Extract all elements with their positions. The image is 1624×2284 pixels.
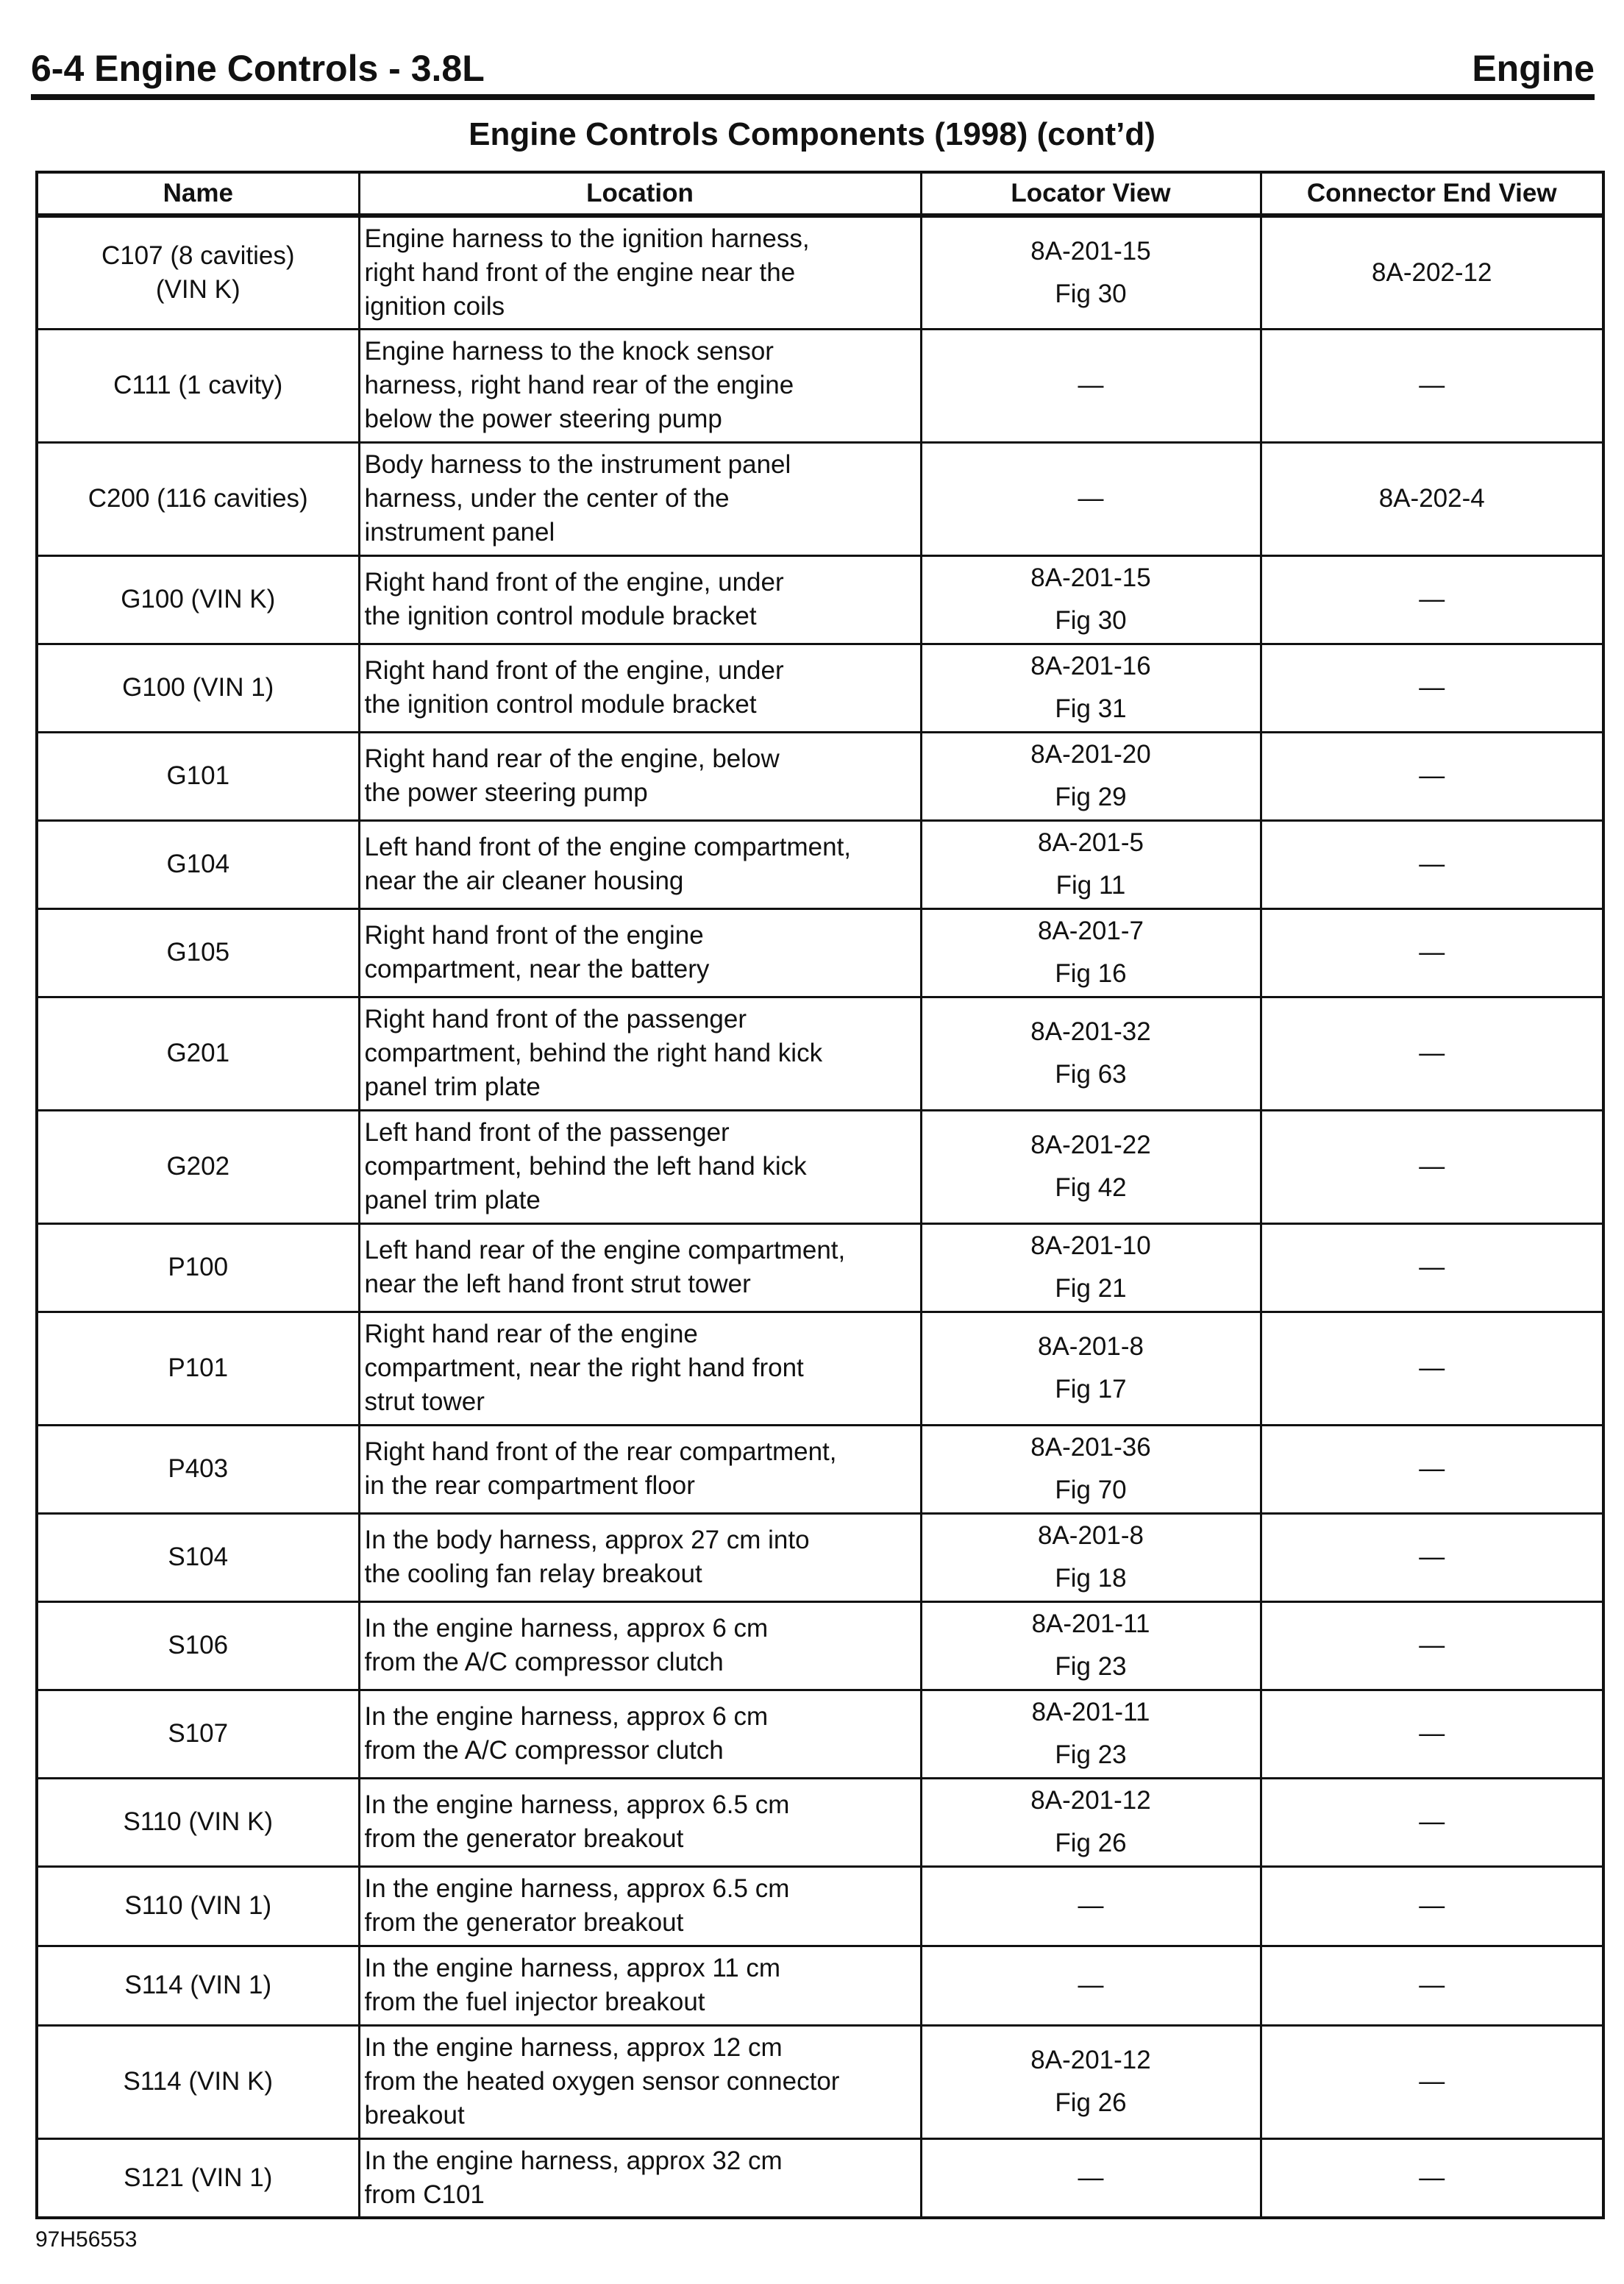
component-name [37,1866,359,1946]
component-name-line: S114 (VIN K) [123,2067,274,2096]
component-name [37,908,359,997]
component-name-line: G104 [166,850,230,878]
component-name [37,555,359,644]
locator-view-line: 8A-201-16 [1030,652,1151,680]
component-name [37,1690,359,1778]
connector-end-view: — [1261,997,1603,1110]
locator-view [921,1513,1261,1601]
location-line: compartment, near the right hand front [364,1353,804,1382]
component-name-line: P101 [168,1353,229,1382]
connector-end-view: — [1261,1778,1603,1866]
connector-end-view: — [1261,1866,1603,1946]
table-row [37,1601,1603,1690]
connector-end-view: — [1261,908,1603,997]
connector-end-view: — [1261,1312,1603,1425]
component-name [37,1223,359,1312]
location-line: harness, right hand rear of the engine [364,371,794,399]
locator-view-line: — [1078,371,1104,399]
location-line: near the left hand front strut tower [364,1270,751,1298]
component-name-line: P100 [168,1253,229,1281]
locator-view [921,644,1261,732]
location-line: strut tower [364,1387,485,1416]
connector-end-view: 8A-202-4 [1261,442,1603,555]
location-line: near the air cleaner housing [364,867,684,895]
locator-view-line: 8A-201-22 [1030,1131,1151,1159]
locator-view-line: Fig 70 [1055,1476,1127,1504]
locator-view [921,555,1261,644]
component-name-line: S106 [168,1631,229,1659]
component-name-line: P403 [168,1454,229,1483]
location-line: In the engine harness, approx 6.5 cm [364,1790,790,1819]
locator-view-line: 8A-201-20 [1030,740,1151,769]
locator-view-line: — [1078,1971,1104,1999]
component-name [37,1601,359,1690]
component-name-line: S110 (VIN 1) [124,1891,272,1920]
location-line: from C101 [364,2180,485,2209]
location-line: from the fuel injector breakout [364,1988,705,2016]
locator-view [921,2138,1261,2218]
location-line: Left hand front of the passenger [364,1118,730,1147]
header-rule [31,94,1595,100]
location-line: compartment, behind the left hand kick [364,1152,807,1181]
component-location [359,442,921,555]
component-name [37,997,359,1110]
locator-view-line: 8A-201-15 [1030,236,1151,266]
locator-view-line: 8A-201-12 [1030,1786,1151,1815]
component-location [359,1601,921,1690]
location-line: the ignition control module bracket [364,602,757,630]
component-name-line: S107 [168,1719,229,1748]
location-line: Right hand front of the passenger [364,1005,747,1034]
location-line: Left hand rear of the engine compartment, [364,1236,846,1264]
locator-view-line: 8A-201-5 [1038,828,1144,857]
page-header [31,43,1595,96]
component-location [359,1110,921,1223]
component-name-line: G105 [166,938,230,967]
table-header-row [37,172,1603,216]
component-name-line: G202 [166,1152,230,1181]
locator-view-line: 8A-201-12 [1030,2046,1151,2074]
location-line: In the engine harness, approx 6 cm [364,1614,769,1643]
component-location [359,2138,921,2218]
locator-view-line: Fig 16 [1055,959,1127,988]
components-table [35,171,1605,2219]
component-name [37,2138,359,2218]
location-line: In the engine harness, approx 6 cm [364,1702,769,1731]
location-line: In the body harness, approx 27 cm into [364,1526,810,1554]
component-name-line: S110 (VIN K) [123,1807,274,1836]
locator-view [921,442,1261,555]
location-line: from the heated oxygen sensor connector [364,2067,840,2096]
component-location [359,1946,921,2025]
component-name-line: C111 (1 cavity) [113,371,283,399]
table-row [37,1866,1603,1946]
locator-view-line: Fig 18 [1055,1564,1127,1593]
component-name-line: S114 (VIN 1) [124,1971,272,1999]
table-row [37,1425,1603,1513]
connector-end-view: — [1261,555,1603,644]
location-line: from the generator breakout [364,1824,684,1853]
connector-end-view: — [1261,1110,1603,1223]
component-name-line: G100 (VIN 1) [122,673,274,702]
locator-view [921,732,1261,820]
component-name-line: C200 (116 cavities) [88,484,308,513]
component-name-line: G100 (VIN K) [121,585,276,613]
component-name-line: S104 [168,1543,229,1571]
column-header-connector-end-view: Connector End View [1261,172,1603,216]
table-row [37,997,1603,1110]
connector-end-view: — [1261,1690,1603,1778]
connector-end-view: — [1261,1223,1603,1312]
locator-view-line: Fig 29 [1055,783,1127,811]
component-location [359,997,921,1110]
locator-view [921,908,1261,997]
connector-end-view: — [1261,2138,1603,2218]
component-name-line: G201 [166,1039,230,1067]
table-row [37,2025,1603,2138]
component-name [37,1425,359,1513]
locator-view-line: Fig 30 [1055,606,1127,635]
location-line: in the rear compartment floor [364,1471,695,1500]
location-line: In the engine harness, approx 12 cm [364,2033,783,2062]
locator-view-line: 8A-201-32 [1030,1017,1151,1046]
locator-view-line: Fig 63 [1055,1060,1127,1089]
location-line: from the A/C compressor clutch [364,1648,724,1676]
component-location [359,1223,921,1312]
location-line: below the power steering pump [364,405,722,433]
locator-view [921,1690,1261,1778]
column-header-location: Location [359,172,921,216]
locator-view-line: Fig 26 [1055,1829,1127,1857]
locator-view-line: 8A-201-15 [1030,563,1151,592]
component-name [37,1946,359,2025]
locator-view [921,2025,1261,2138]
locator-view [921,1778,1261,1866]
component-location [359,2025,921,2138]
component-name [37,732,359,820]
location-line: Right hand front of the engine, under [364,568,784,597]
locator-view-line: Fig 11 [1055,871,1126,900]
connector-end-view: — [1261,732,1603,820]
location-line: Right hand front of the rear compartment, [364,1437,837,1466]
component-name [37,1778,359,1866]
table-row [37,1690,1603,1778]
component-location [359,329,921,442]
location-line: from the generator breakout [364,1908,684,1937]
connector-end-view: — [1261,1425,1603,1513]
locator-view-line: — [1078,484,1104,513]
locator-view-line: 8A-201-36 [1030,1433,1151,1462]
connector-end-view: — [1261,1601,1603,1690]
locator-view [921,1946,1261,2025]
table-row [37,1312,1603,1425]
locator-view [921,1601,1261,1690]
component-location [359,555,921,644]
location-line: Right hand front of the engine, under [364,656,784,685]
connector-end-view: — [1261,820,1603,908]
table-row [37,555,1603,644]
component-name [37,820,359,908]
location-line: In the engine harness, approx 6.5 cm [364,1874,790,1903]
component-name [37,1312,359,1425]
component-location [359,1425,921,1513]
table-row [37,1110,1603,1223]
location-line: Right hand rear of the engine, below [364,744,780,773]
locator-view-line: Fig 21 [1055,1274,1127,1303]
locator-view [921,1312,1261,1425]
location-line: from the A/C compressor clutch [364,1736,724,1765]
table-row [37,2138,1603,2218]
connector-end-view: — [1261,1946,1603,2025]
location-line: right hand front of the engine near the [364,257,796,287]
table-row [37,1513,1603,1601]
locator-view [921,216,1261,329]
locator-view-line: 8A-201-11 [1031,1609,1150,1638]
locator-view [921,1110,1261,1223]
connector-end-view: — [1261,2025,1603,2138]
connector-end-view: — [1261,329,1603,442]
connector-end-view: — [1261,644,1603,732]
column-header-name: Name [37,172,359,216]
component-location [359,644,921,732]
component-name [37,1513,359,1601]
locator-view [921,329,1261,442]
component-location [359,820,921,908]
locator-view-line: 8A-201-11 [1031,1698,1150,1726]
table-row [37,1223,1603,1312]
locator-view-line: — [1078,1891,1104,1920]
component-name [37,216,359,329]
location-line: panel trim plate [364,1186,541,1214]
location-line: compartment, behind the right hand kick [364,1039,823,1067]
table-row [37,644,1603,732]
table-row [37,732,1603,820]
table-title: Engine Controls Components (1998) (cont’d) [469,116,1155,152]
location-line: breakout [364,2101,465,2130]
location-line: the cooling fan relay breakout [364,1559,702,1588]
location-line: the ignition control module bracket [364,690,757,719]
table-row [37,329,1603,442]
component-location [359,1513,921,1601]
locator-view-line: 8A-201-10 [1030,1231,1151,1260]
component-name [37,2025,359,2138]
locator-view-line: Fig 30 [1055,279,1127,308]
table-row [37,1946,1603,2025]
table-row [37,908,1603,997]
location-line: Right hand rear of the engine [364,1320,698,1348]
locator-view [921,1866,1261,1946]
locator-view [921,820,1261,908]
component-name-line: G101 [166,761,230,790]
locator-view [921,997,1261,1110]
locator-view [921,1425,1261,1513]
component-name-line: S121 (VIN 1) [124,2163,273,2192]
locator-view-line: — [1078,2163,1104,2192]
locator-view-line: Fig 42 [1055,1173,1127,1202]
figure-code: 97H56553 [35,2227,138,2252]
locator-view-line: 8A-201-7 [1038,917,1144,945]
locator-view-line: Fig 23 [1055,1652,1127,1681]
locator-view-line: 8A-201-8 [1038,1332,1144,1361]
location-line: Body harness to the instrument panel [364,450,791,479]
table-row [37,442,1603,555]
locator-view-line: Fig 23 [1055,1740,1127,1769]
location-line: In the engine harness, approx 11 cm [364,1954,781,1982]
component-location [359,1778,921,1866]
table-row [37,820,1603,908]
chapter-label: Engine [1472,48,1595,89]
locator-view-line: Fig 17 [1055,1375,1127,1404]
component-name [37,644,359,732]
location-line: instrument panel [364,518,555,547]
component-location [359,216,921,329]
component-name-line: (VIN K) [155,274,241,304]
location-line: panel trim plate [364,1072,541,1101]
section-title: 6-4 Engine Controls - 3.8L [31,48,485,89]
component-name [37,329,359,442]
locator-view-line: 8A-201-8 [1038,1521,1144,1550]
component-name [37,442,359,555]
table-row [37,1778,1603,1866]
table-row [37,216,1603,329]
location-line: Right hand front of the engine [364,921,704,950]
location-line: harness, under the center of the [364,484,730,513]
column-header-locator-view: Locator View [921,172,1261,216]
location-line: ignition coils [364,291,505,321]
component-name [37,1110,359,1223]
connector-end-view: — [1261,1513,1603,1601]
component-location [359,1312,921,1425]
component-location [359,1690,921,1778]
connector-end-view: 8A-202-12 [1261,216,1603,329]
component-location [359,908,921,997]
locator-view-line: Fig 26 [1055,2088,1127,2117]
location-line: Engine harness to the ignition harness, [364,224,810,253]
location-line: compartment, near the battery [364,955,710,983]
locator-view-line: Fig 31 [1055,694,1127,723]
locator-view [921,1223,1261,1312]
component-location [359,732,921,820]
location-line: Left hand front of the engine compartment, [364,833,852,861]
location-line: In the engine harness, approx 32 cm [364,2146,783,2175]
location-line: the power steering pump [364,778,648,807]
component-location [359,1866,921,1946]
location-line: Engine harness to the knock sensor [364,337,774,366]
component-name-line: C107 (8 cavities) [101,241,295,270]
